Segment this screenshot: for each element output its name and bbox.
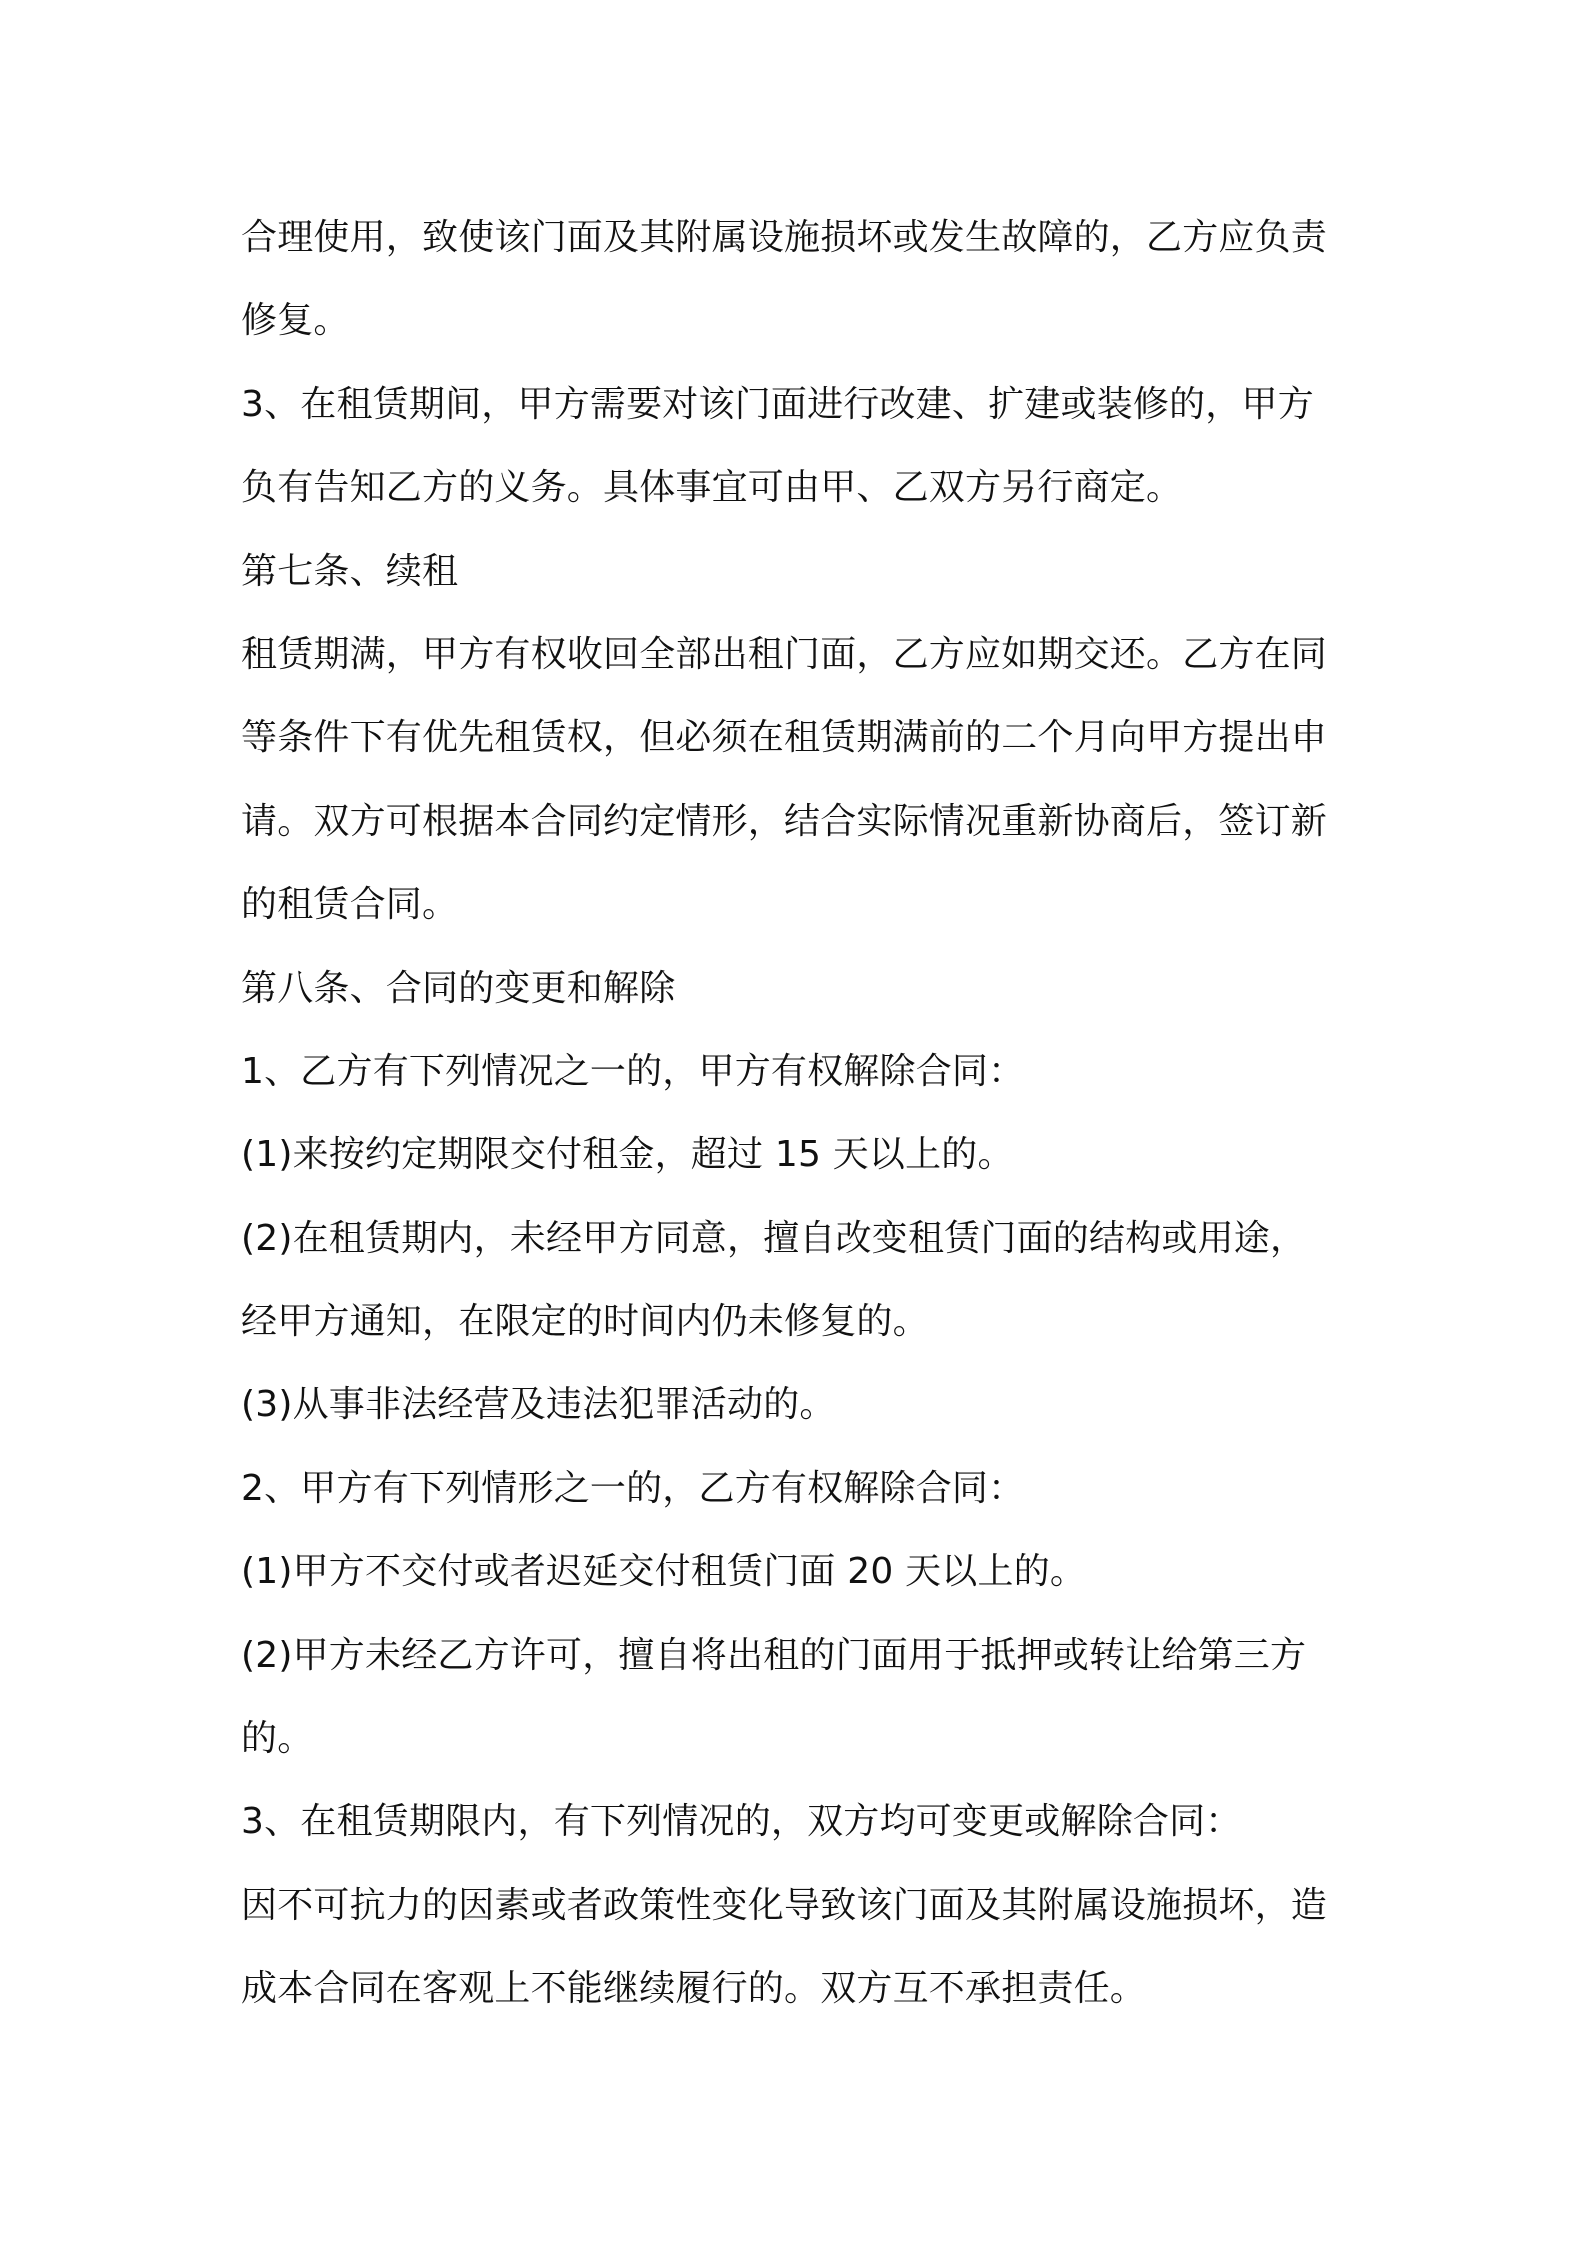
text-line: 修复。 (241, 300, 350, 342)
text-line: 的租赁合同。 (241, 884, 459, 926)
text-line: 3、在租赁期间，甲方需要对该门面进行改建、扩建或装修的，甲方 (241, 383, 1314, 425)
text-line: 2、甲方有下列情形之一的，乙方有权解除合同： (241, 1467, 1025, 1509)
text-line: 成本合同在客观上不能继续履行的。双方互不承担责任。 (241, 1968, 1147, 2010)
section-heading: 第八条、合同的变更和解除 (241, 967, 676, 1009)
text-line: (1)甲方不交付或者迟延交付租赁门面 20 天以上的。 (241, 1551, 1087, 1593)
text-line: 的。 (241, 1718, 314, 1760)
document-body (241, 196, 1361, 2031)
text-line: (1)来按约定期限交付租金，超过 15 天以上的。 (241, 1134, 1014, 1176)
text-line: 负有告知乙方的义务。具体事宜可由甲、乙双方另行商定。 (241, 467, 1183, 509)
text-line: 3、在租赁期限内，有下列情况的，双方均可变更或解除合同： (241, 1801, 1242, 1843)
text-line: (2)甲方未经乙方许可，擅自将出租的门面用于抵押或转让给第三方 (241, 1634, 1307, 1676)
text-line: 租赁期满，甲方有权收回全部出租门面，乙方应如期交还。乙方在同 (241, 633, 1328, 675)
text-line: 1、乙方有下列情况之一的，甲方有权解除合同： (241, 1050, 1025, 1092)
text-line: 请。双方可根据本合同约定情形，结合实际情况重新协商后，签订新 (241, 800, 1328, 842)
text-line: 因不可抗力的因素或者政策性变化导致该门面及其附属设施损坏，造 (241, 1884, 1328, 1926)
text-line: (2)在租赁期内，未经甲方同意，擅自改变租赁门面的结构或用途， (241, 1217, 1307, 1259)
section-heading: 第七条、续租 (241, 550, 459, 592)
text-line: 经甲方通知，在限定的时间内仍未修复的。 (241, 1301, 929, 1343)
text-line: (3)从事非法经营及违法犯罪活动的。 (241, 1384, 836, 1426)
text-line: 等条件下有优先租赁权，但必须在租赁期满前的二个月向甲方提出申 (241, 717, 1328, 759)
text-line: 合理使用，致使该门面及其附属设施损坏或发生故障的，乙方应负责 (241, 217, 1328, 258)
